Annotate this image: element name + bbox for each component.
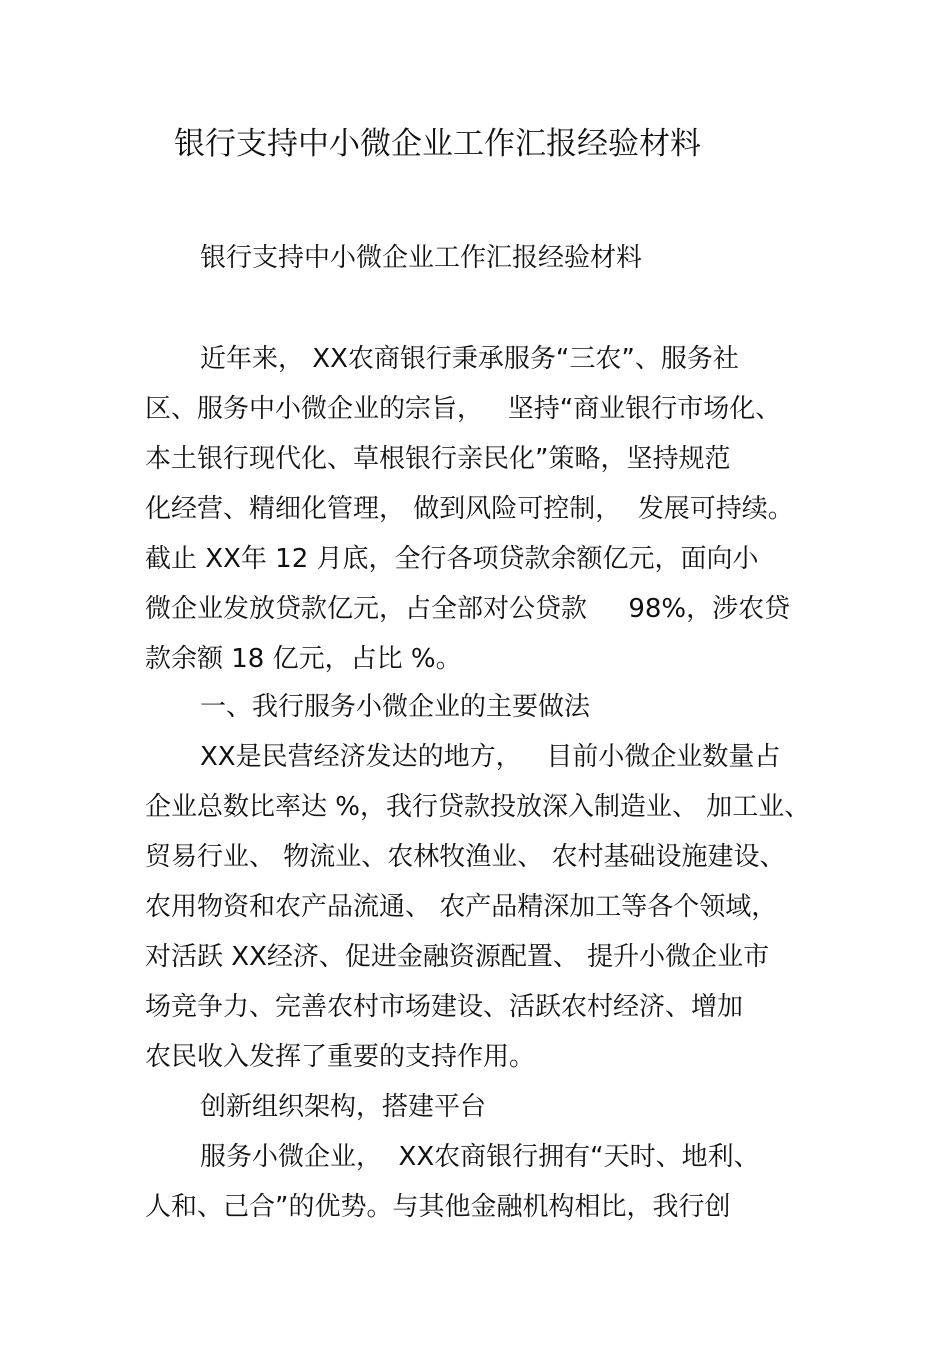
- paragraph-line: 贸易行业、 物流业、农林牧渔业、 农村基础设施建设、: [145, 842, 786, 872]
- paragraph-line: 服务小微企业， XX农商银行拥有“天时、地利、: [200, 1142, 760, 1172]
- paragraph-line: 对活跃 XX经济、促进金融资源配置、 提升小微企业市: [145, 942, 770, 972]
- paragraph-line: 企业总数比率达 %，我行贷款投放深入制造业、 加工业、: [145, 792, 811, 822]
- paragraph-line: 截止 XX年 12 月底，全行各项贷款余额亿元，面向小: [145, 544, 759, 574]
- paragraph-line: 场竞争力、完善农村市场建设、活跃农村经济、增加: [145, 992, 744, 1022]
- paragraph-line: 微企业发放贷款亿元，占全部对公贷款 98%，涉农贷: [145, 594, 791, 624]
- paragraph-line: XX是民营经济发达的地方， 目前小微企业数量占: [200, 742, 781, 772]
- paragraph-line: 农用物资和农产品流通、 农产品精深加工等各个领域，: [145, 892, 778, 922]
- subtitle-line: 银行支持中小微企业工作汇报经验材料: [200, 243, 643, 273]
- paragraph-line: 款余额 18 亿元，占比 %。: [145, 644, 462, 674]
- paragraph-line: 区、服务中小微企业的宗旨， 坚持“商业银行市场化、: [145, 394, 782, 424]
- subsection-heading: 创新组织架构，搭建平台: [200, 1092, 487, 1122]
- paragraph-line: 本土银行现代化、草根银行亲民化”策略，坚持规范: [145, 444, 731, 474]
- paragraph-line: 人和、己合”的优势。与其他金融机构相比，我行创: [145, 1192, 731, 1222]
- document-title: 银行支持中小微企业工作汇报经验材料: [174, 126, 701, 162]
- section-heading: 一、我行服务小微企业的主要做法: [200, 692, 591, 722]
- paragraph-line: 化经营、精细化管理， 做到风险可控制， 发展可持续。: [145, 494, 794, 524]
- paragraph-line: 近年来， XX农商银行秉承服务“三农”、服务社: [200, 344, 739, 374]
- paragraph-line: 农民收入发挥了重要的支持作用。: [145, 1042, 536, 1072]
